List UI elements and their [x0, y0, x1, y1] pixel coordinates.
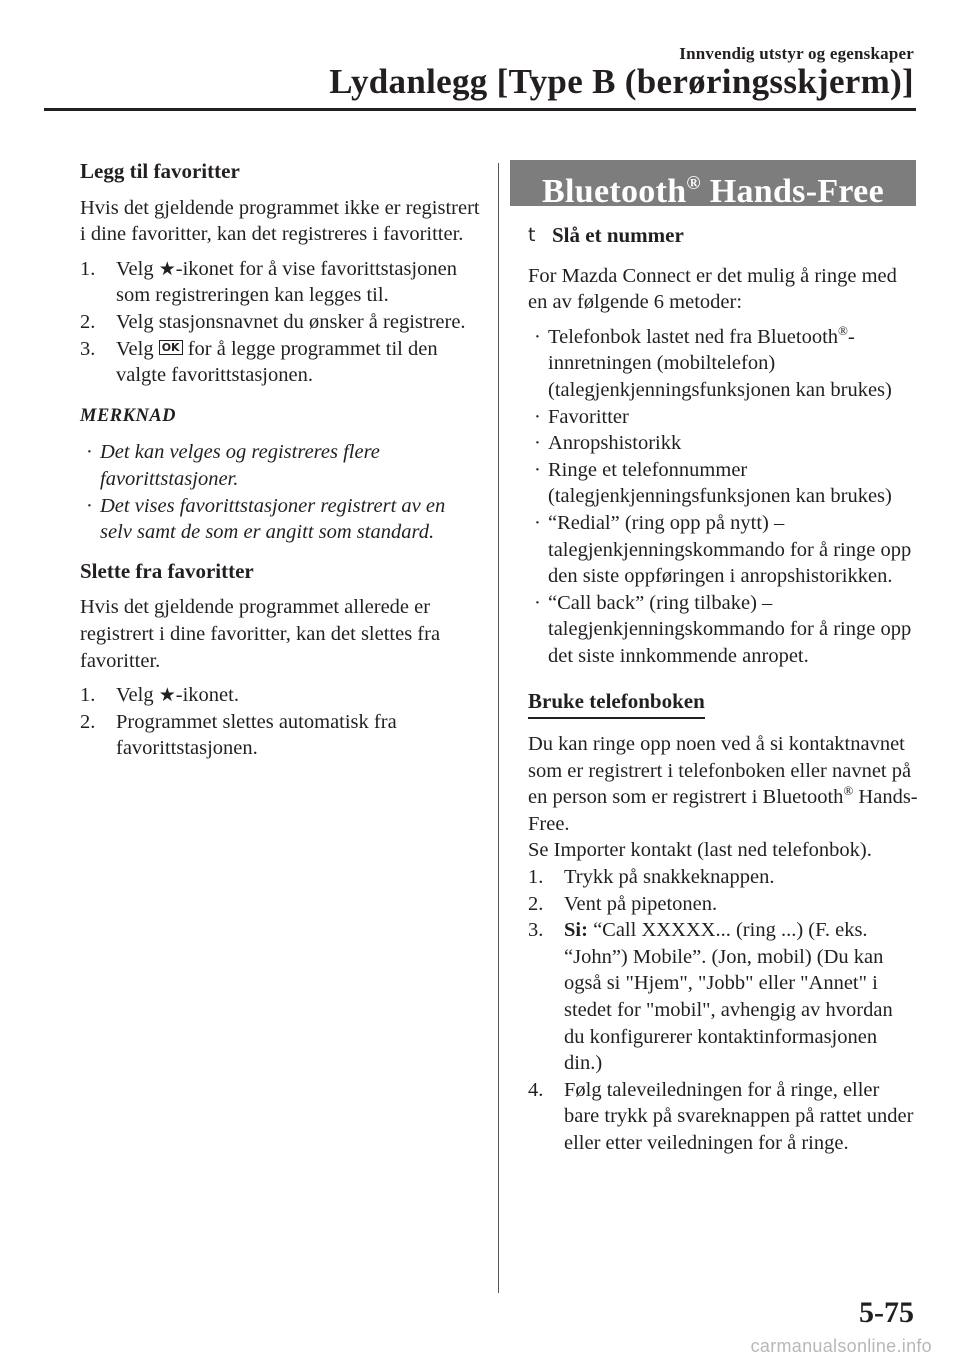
note-text: Det vises favorittstasjoner registrert av en selv samt de som er angitt som standard.	[100, 494, 446, 544]
step-text: Velg	[116, 257, 159, 280]
step-text: -ikonet for å vise favorittstasjonen som registreringen kan legges til.	[116, 257, 457, 307]
list-item	[80, 439, 480, 492]
bullet: ·	[534, 591, 541, 614]
step-number: 1.	[80, 684, 96, 707]
step-text: for å legge programmet til den valgte favorittstasjonen.	[116, 337, 438, 387]
list-item	[80, 682, 480, 709]
delete-favorites-heading: Slette fra favoritter	[80, 558, 254, 583]
list-item	[80, 256, 480, 309]
list-item	[528, 457, 918, 510]
step-number: 1.	[80, 257, 96, 280]
phonebook-steps	[528, 864, 918, 1157]
list-item	[80, 336, 480, 389]
step-number: 2.	[80, 310, 96, 333]
phonebook-intro-text: Du kan ringe opp noen ved å si kontaktnavnet som er registrert i telefonboken eller navnet på en person som er registrert i Bluetooth	[528, 733, 912, 809]
list-item	[80, 309, 480, 336]
watermark: carmanualsonline.info	[750, 1336, 932, 1356]
note-text: Det kan velges og registreres flere favorittstasjoner.	[100, 441, 380, 490]
list-item	[80, 493, 480, 546]
dial-number-heading	[528, 222, 918, 249]
list-item	[528, 404, 918, 431]
step-text: Trykk på snakkeknappen.	[564, 866, 775, 889]
list-item	[528, 430, 918, 457]
right-column	[528, 222, 918, 1165]
list-item	[528, 917, 918, 1077]
section-banner	[510, 160, 916, 210]
step-text: Velg	[116, 337, 159, 360]
list-item	[528, 590, 918, 670]
method-text: Anropshistorikk	[548, 432, 682, 455]
add-favorites-intro: Hvis det gjeldende programmet ikke er registrert i dine favoritter, kan det registreres i favoritter.	[80, 196, 480, 246]
dial-intro: For Mazda Connect er det mulig å ringe med en av følgende 6 metoder:	[528, 264, 897, 314]
bullet: ·	[534, 458, 541, 481]
list-item	[528, 510, 918, 590]
phonebook-intro-text: Hands-Free.	[528, 786, 918, 835]
step-text: Følg taleveiledningen for å ringe, eller bare trykk på svareknappen på rattet under eller etter veiledningen for å ringe.	[564, 1078, 914, 1154]
step-text: -ikonet.	[175, 684, 239, 707]
bullet: ·	[534, 432, 541, 455]
column-divider	[498, 163, 499, 1293]
method-text: “Redial” (ring opp på nytt) – talegjenkjenningskommando for å ringe opp den siste oppføringen i anropshistorikken.	[548, 511, 912, 588]
dial-number-heading-text: Slå et nummer	[552, 223, 684, 247]
say-label: Si:	[564, 919, 588, 942]
list-item	[528, 1077, 918, 1157]
method-text: “Call back” (ring tilbake) – talegjenkjenningskommando for å ringe opp det siste innkommende anropet.	[548, 591, 912, 667]
banner-suffix: Hands-Free	[700, 173, 884, 210]
dial-methods-list	[528, 324, 918, 670]
page-number: 5-75	[859, 1296, 914, 1329]
bullet: ·	[534, 325, 541, 348]
left-column	[80, 158, 480, 770]
add-favorites-heading: Legg til favoritter	[80, 159, 240, 183]
phonebook-see-also: Se Importer kontakt (last ned telefonbok).	[528, 839, 872, 862]
list-item	[528, 891, 918, 918]
method-text: Telefonbok lastet ned fra Bluetooth	[548, 325, 839, 348]
list-item	[528, 324, 918, 404]
bullet: ·	[534, 511, 541, 534]
step-text: Velg	[116, 684, 159, 707]
list-item	[528, 864, 918, 891]
step-number: 1.	[528, 866, 544, 889]
step-number: 3.	[528, 919, 544, 942]
step-text: Vent på pipetonen.	[564, 892, 718, 915]
method-text: Ringe et telefonnummer (talegjenkjenningsfunksjonen kan brukes)	[548, 458, 892, 508]
banner-title: Bluetooth	[542, 173, 687, 210]
delete-favorites-intro: Hvis det gjeldende programmet allerede er registrert i dine favoritter, kan det slettes fra favoritter.	[80, 596, 441, 672]
phonebook-heading: Bruke telefonboken	[528, 688, 705, 720]
section-marker-icon: t	[528, 224, 536, 246]
bullet: ·	[534, 405, 541, 428]
star-icon: ★	[158, 684, 176, 707]
step-text: Programmet slettes automatisk fra favorittstasjonen.	[116, 710, 397, 760]
step-text: Velg stasjonsnavnet du ønsker å registrere.	[116, 310, 466, 333]
phonebook-intro	[528, 731, 918, 837]
step-number: 3.	[80, 337, 96, 360]
add-favorites-steps	[80, 256, 480, 389]
registered-mark: ®	[838, 322, 848, 338]
method-text: Favoritter	[548, 405, 629, 428]
step-number: 2.	[528, 892, 544, 915]
method-text: -innretningen (mobiltelefon) (talegjenkjenningsfunksjonen kan brukes)	[548, 325, 892, 401]
list-item	[80, 709, 480, 762]
note-list	[80, 439, 480, 545]
step-text: “Call XXXXX... (ring ...) (F. eks. “John”) Mobile”. (Jon, mobil) (Du kan også si "Hjem", "Jobb" eller "Annet" i stedet for "mobil", avhengig av hvordan du konfigurerer kontaktinformasjonen din.)	[564, 919, 893, 1075]
header-rule	[44, 108, 916, 111]
page-title: Lydanlegg [Type B (berøringsskjerm)]	[329, 62, 914, 101]
bullet: ·	[86, 494, 93, 517]
registered-mark: ®	[686, 173, 701, 194]
section-header: Innvendig utstyr og egenskaper	[679, 44, 914, 63]
star-icon: ★	[158, 257, 176, 280]
delete-favorites-steps	[80, 682, 480, 762]
bullet: ·	[86, 441, 93, 464]
ok-icon: OK	[159, 340, 183, 355]
step-number: 2.	[80, 710, 96, 733]
step-number: 4.	[528, 1078, 544, 1101]
registered-mark: ®	[843, 783, 854, 799]
note-title: MERKNAD	[80, 405, 177, 426]
